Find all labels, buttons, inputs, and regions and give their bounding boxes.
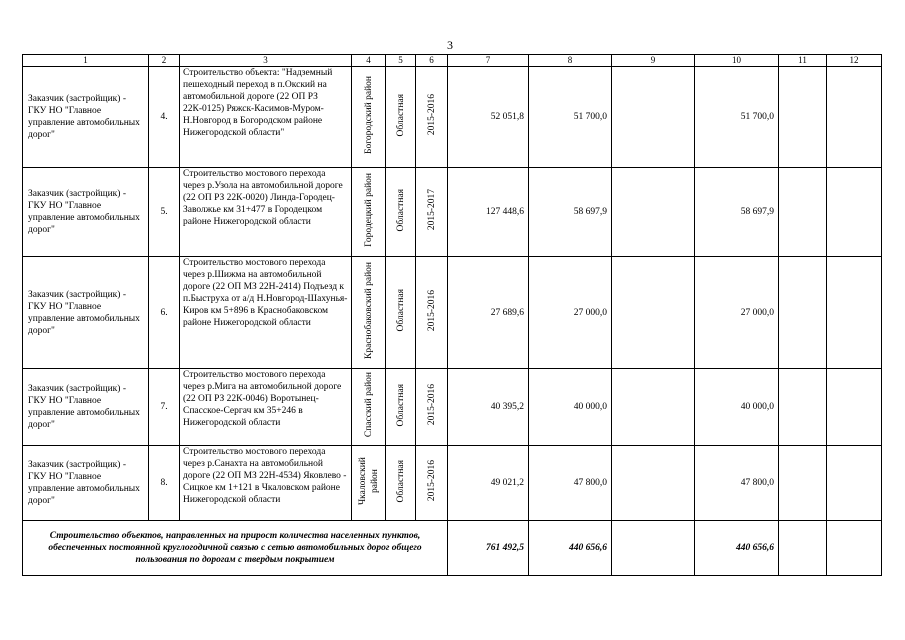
funding-col9 <box>612 67 695 168</box>
period-text: 2015-2016 <box>426 289 437 332</box>
object-description: Строительство мостового перехода через р.Санахта на автомобильной дороге (22 ОП МЗ 22Н-4534) Яковлево - Сицкое км 1+121 в Чкаловском районе Нижегородской области <box>180 446 352 521</box>
row-number: 7. <box>149 369 180 446</box>
level-text: Областная <box>395 459 406 503</box>
estimated-cost: 40 395,2 <box>448 369 529 446</box>
funding-col11 <box>779 67 827 168</box>
customer-cell: Заказчик (застройщик) - ГКУ НО "Главное управление автомобильных дорог" <box>23 369 149 446</box>
district-text: Спасский район <box>363 372 374 438</box>
period-cell <box>416 446 448 521</box>
table-row <box>23 369 882 446</box>
column-number: 7 <box>448 55 529 67</box>
funding-col10: 40 000,0 <box>695 369 779 446</box>
investment-table <box>22 54 882 576</box>
column-number-row <box>23 55 882 67</box>
column-number: 8 <box>529 55 612 67</box>
column-number: 10 <box>695 55 779 67</box>
funding-col10: 27 000,0 <box>695 257 779 369</box>
level-text: Областная <box>395 289 406 332</box>
funding-total: 47 800,0 <box>529 446 612 521</box>
page-number: 3 <box>447 38 453 52</box>
total-col11 <box>779 521 827 576</box>
funding-col12 <box>827 67 882 168</box>
row-number: 8. <box>149 446 180 521</box>
level-cell <box>386 369 416 446</box>
total-label: Строительство объектов, направленных на прирост количества населенных пунктов, обеспеченных постоянной круглогодичной связью с сетью автомобильных дорог общего пользования по дорогам с твердым покрытием <box>23 521 448 576</box>
column-number: 11 <box>779 55 827 67</box>
customer-cell: Заказчик (застройщик) - ГКУ НО "Главное управление автомобильных дорог" <box>23 257 149 369</box>
level-text: Областная <box>395 93 406 137</box>
district-cell <box>352 168 386 257</box>
funding-col11 <box>779 168 827 257</box>
customer-cell: Заказчик (застройщик) - ГКУ НО "Главное управление автомобильных дорог" <box>23 67 149 168</box>
total-funding: 440 656,6 <box>529 521 612 576</box>
funding-col11 <box>779 446 827 521</box>
table-row <box>23 67 882 168</box>
funding-total: 51 700,0 <box>529 67 612 168</box>
funding-col9 <box>612 168 695 257</box>
funding-total: 27 000,0 <box>529 257 612 369</box>
period-text: 2015-2016 <box>426 460 437 502</box>
funding-total: 40 000,0 <box>529 369 612 446</box>
district-text: Богородский район <box>363 76 374 154</box>
funding-col12 <box>827 168 882 257</box>
object-description: Строительство мостового перехода через р.Узола на автомобильной дороге (22 ОП РЗ 22К-0020) Линда-Городец-Заволжье км 31+477 в Городецком районе Нижегородской области <box>180 168 352 257</box>
total-estimated-cost: 761 492,5 <box>448 521 529 576</box>
funding-col11 <box>779 257 827 369</box>
column-number: 4 <box>352 55 386 67</box>
column-number: 5 <box>386 55 416 67</box>
total-col9 <box>612 521 695 576</box>
district-cell <box>352 67 386 168</box>
row-number: 4. <box>149 67 180 168</box>
funding-col10: 51 700,0 <box>695 67 779 168</box>
estimated-cost: 27 689,6 <box>448 257 529 369</box>
funding-col11 <box>779 369 827 446</box>
funding-col9 <box>612 446 695 521</box>
funding-col10: 58 697,9 <box>695 168 779 257</box>
total-row <box>23 521 882 576</box>
level-text: Областная <box>395 188 406 232</box>
level-cell <box>386 257 416 369</box>
table-row <box>23 257 882 369</box>
district-cell <box>352 369 386 446</box>
customer-cell: Заказчик (застройщик) - ГКУ НО "Главное управление автомобильных дорог" <box>23 446 149 521</box>
level-cell <box>386 446 416 521</box>
column-number: 12 <box>827 55 882 67</box>
district-text: Краснобаковский район <box>363 262 374 359</box>
funding-col10: 47 800,0 <box>695 446 779 521</box>
row-number: 6. <box>149 257 180 369</box>
table-row <box>23 168 882 257</box>
funding-total: 58 697,9 <box>529 168 612 257</box>
period-text: 2015-2016 <box>426 94 437 136</box>
funding-col9 <box>612 369 695 446</box>
estimated-cost: 127 448,6 <box>448 168 529 257</box>
period-cell <box>416 168 448 257</box>
funding-col12 <box>827 369 882 446</box>
column-number: 9 <box>612 55 695 67</box>
funding-col12 <box>827 446 882 521</box>
object-description: Строительство объекта: "Надземный пешеходный переход в п.Окский на автомобильной дороге (22 ОП РЗ 22К-0125) Ряжск-Касимов-Муром-Н.Новгород в Богородском районе Нижегородской области" <box>180 67 352 168</box>
column-number: 6 <box>416 55 448 67</box>
period-text: 2015-2016 <box>426 384 437 426</box>
period-cell <box>416 257 448 369</box>
column-number: 2 <box>149 55 180 67</box>
total-col10: 440 656,6 <box>695 521 779 576</box>
level-cell <box>386 168 416 257</box>
estimated-cost: 49 021,2 <box>448 446 529 521</box>
funding-col9 <box>612 257 695 369</box>
estimated-cost: 52 051,8 <box>448 67 529 168</box>
district-cell <box>352 446 386 521</box>
period-cell <box>416 67 448 168</box>
level-text: Областная <box>395 383 406 427</box>
district-text: Чкаловский район <box>357 457 380 505</box>
district-cell <box>352 257 386 369</box>
customer-cell: Заказчик (застройщик) - ГКУ НО "Главное управление автомобильных дорог" <box>23 168 149 257</box>
column-number: 3 <box>180 55 352 67</box>
table-row <box>23 446 882 521</box>
object-description: Строительство мостового перехода через р.Мига на автомобильной дороге (22 ОП РЗ 22К-0046) Воротынец-Спасское-Сергач км 35+246 в Нижегородской области <box>180 369 352 446</box>
level-cell <box>386 67 416 168</box>
total-col12 <box>827 521 882 576</box>
district-text: Городецкий район <box>363 173 374 247</box>
row-number: 5. <box>149 168 180 257</box>
funding-col12 <box>827 257 882 369</box>
period-text: 2015-2017 <box>426 189 437 231</box>
column-number: 1 <box>23 55 149 67</box>
period-cell <box>416 369 448 446</box>
object-description: Строительство мостового перехода через р.Шижма на автомобильной дороге (22 ОП МЗ 22Н-2414) Подъезд к п.Быструха от а/д Н.Новгород-Шахунья-Киров км 5+896 в Краснобаковском районе Нижегородской области <box>180 257 352 369</box>
